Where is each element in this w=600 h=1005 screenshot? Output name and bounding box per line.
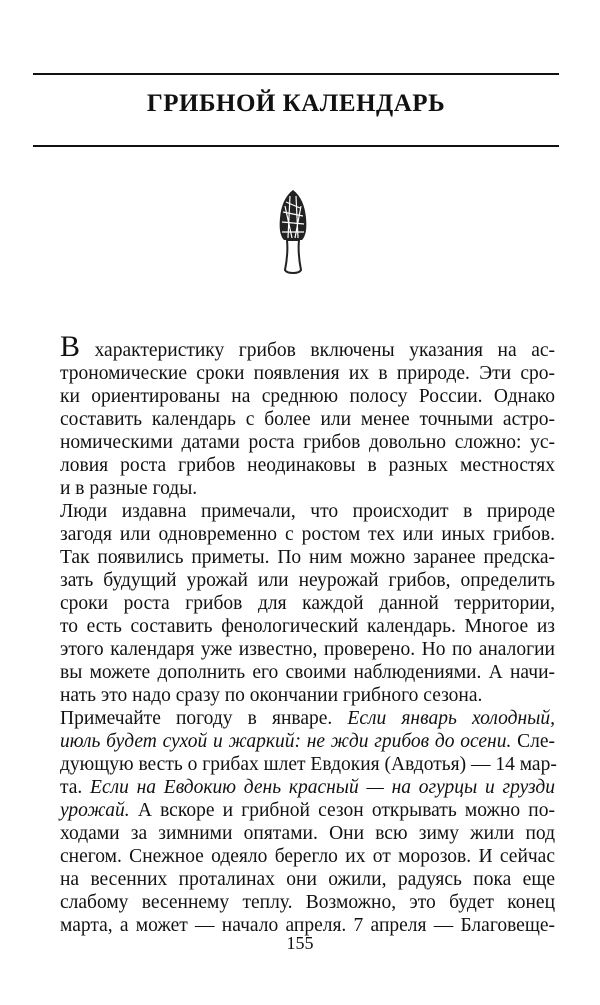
text-line: Так появились приметы. По ним можно заранее предска- xyxy=(60,547,555,568)
drop-cap: В xyxy=(60,330,81,363)
text-line: Примечайте погоду в январе. Если январь холодный, xyxy=(60,708,555,729)
paragraph-3 xyxy=(60,707,555,937)
bottom-rule xyxy=(33,145,559,147)
chapter-title: ГРИБНОЙ КАЛЕНДАРЬ xyxy=(146,90,446,117)
text-line: дующую весть о грибах шлет Евдокия (Авдотья) — 14 мар- xyxy=(60,754,557,775)
text-line: слабому весеннему теплу. Возможно, это будет конец xyxy=(60,892,555,913)
text-line: ки ориентированы на среднюю полосу России. Однако xyxy=(60,386,555,407)
text-line: этого календаря уже известно, проверено. Но по аналогии xyxy=(60,639,555,660)
text-line: нать это надо сразу по окончании грибного сезона. xyxy=(60,685,483,706)
paragraph-2 xyxy=(60,500,555,707)
text-line: та. Если на Евдокию день красный — на огурцы и грузди xyxy=(60,777,555,798)
text-line: то есть составить фенологический календарь. Многое из xyxy=(60,616,555,637)
text-line: вы можете дополнить его своими наблюдениями. А начи- xyxy=(60,662,555,683)
text-line: на весенних проталинах они ожили, радуясь пока еще xyxy=(60,869,555,890)
text-line: ходами за зимними опятами. Они всю зиму жили под xyxy=(60,823,555,844)
text-line: и в разные годы. xyxy=(60,478,198,499)
text-line: трономические сроки появления их в природе. Эти сро- xyxy=(60,363,555,384)
text-line: Люди издавна примечали, что происходит в природе xyxy=(60,501,555,522)
text-line: зать будущий урожай или неурожай грибов, определить xyxy=(60,570,555,591)
text-line: марта, а может — начало апреля. 7 апреля — Благовеще- xyxy=(60,915,555,936)
page-number: 155 xyxy=(286,933,314,953)
text-line: ловия роста грибов неодинаковы в разных местностях xyxy=(60,455,555,476)
text-line: загодя или одновременно с ростом тех или иных грибов. xyxy=(60,524,555,545)
morel-mushroom-illustration xyxy=(268,188,318,276)
text-line: номическими датами роста грибов довольно сложно: ус- xyxy=(60,432,555,453)
text-line: В характеристику грибов включены указания на ас- xyxy=(60,330,555,363)
text-line: урожай. А вскоре и грибной сезон открывать можно по- xyxy=(60,800,555,821)
top-rule xyxy=(33,73,559,75)
text-line: составить календарь с более или менее точными астро- xyxy=(60,409,555,430)
text-line: снегом. Снежное одеяло берегло их от морозов. И сейчас xyxy=(60,846,555,867)
text-line: сроки роста грибов для каждой данной территории, xyxy=(60,593,555,614)
paragraph-1 xyxy=(60,330,555,500)
text-line: июль будет сухой и жаркий: не жди грибов до осени. Сле- xyxy=(60,731,555,752)
body-text xyxy=(60,330,557,937)
